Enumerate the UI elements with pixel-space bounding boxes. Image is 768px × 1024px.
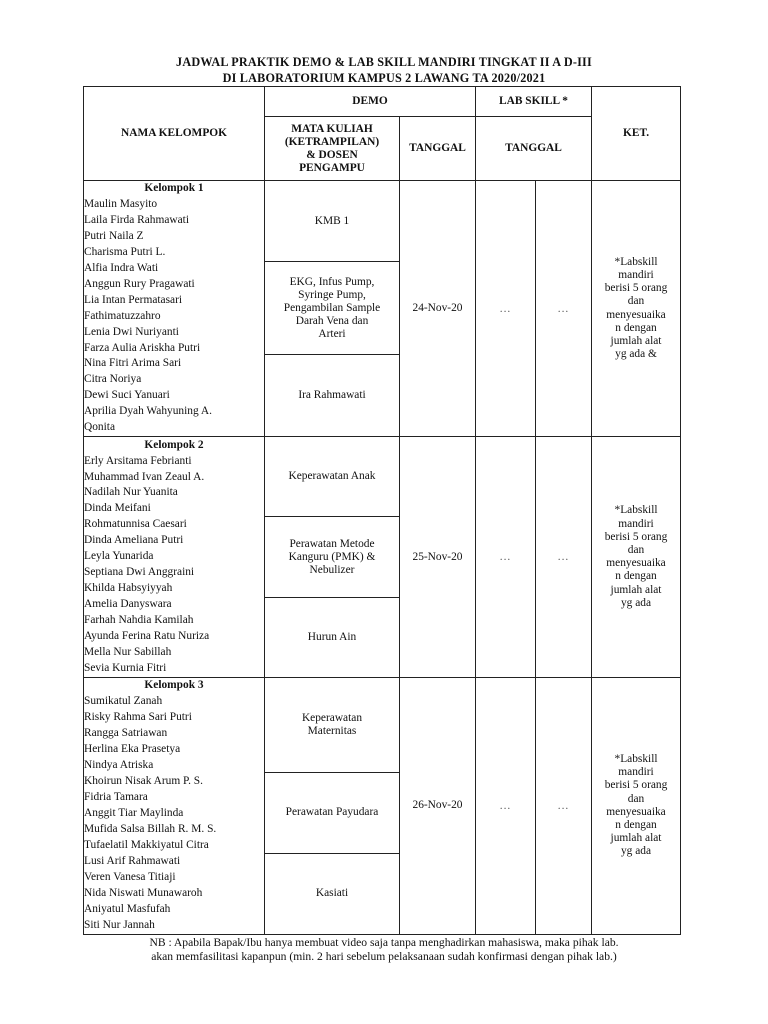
header-mata-kuliah-line: & DOSEN xyxy=(306,148,358,161)
header-tanggal-lab: TANGGAL xyxy=(476,117,592,181)
course-line: Darah Vena dan xyxy=(295,314,369,327)
member-name: Aniyatul Masfufah xyxy=(84,902,171,915)
member-name: Khilda Habsyiyyah xyxy=(84,582,173,595)
ket-line: jumlah alat xyxy=(610,583,662,596)
member-name: Septiana Dwi Anggraini xyxy=(84,566,195,579)
member-name: Anggun Rury Pragawati xyxy=(84,277,195,290)
member-name: Khoirun Nisak Arum P. S. xyxy=(84,774,203,787)
ket-line: mandiri xyxy=(618,269,654,282)
groups-body xyxy=(84,181,681,935)
ket-line: yg ada & xyxy=(615,348,657,361)
member-name: Rangga Satriawan xyxy=(84,727,168,740)
member-name: Laila Firda Rahmawati xyxy=(84,213,190,226)
course-line: EKG, Infus Pump, xyxy=(289,275,375,288)
header-mata-kuliah-line: PENGAMPU xyxy=(299,161,365,174)
member-name: Erly Arsitama Febrianti xyxy=(84,454,192,467)
member-name: Siti Nur Jannah xyxy=(84,918,155,931)
member-name: Anggit Tiar Maylinda xyxy=(84,806,184,819)
group-name: Kelompok 1 xyxy=(144,182,204,194)
course-line: Maternitas xyxy=(307,724,357,737)
member-name: Mufida Salsa Billah R. M. S. xyxy=(84,822,217,835)
member-name: Risky Rahma Sari Putri xyxy=(84,711,192,724)
course-line: Nebulizer xyxy=(309,563,355,576)
course-line: Keperawatan Anak xyxy=(288,470,376,483)
group-name: Kelompok 3 xyxy=(144,679,204,692)
member-name: Dinda Ameliana Putri xyxy=(84,534,184,547)
course-line: Perawatan Payudara xyxy=(285,806,379,819)
group-row xyxy=(84,181,681,262)
member-name: Charisma Putri L. xyxy=(84,245,166,258)
lab-date-cell: ... xyxy=(476,437,536,678)
member-name: Aprilia Dyah Wahyuning A. xyxy=(84,405,212,418)
document-title-line-1: JADWAL PRAKTIK DEMO & LAB SKILL MANDIRI TINGKAT II A D-III xyxy=(176,55,592,69)
ket-line: berisi 5 orang xyxy=(604,779,668,792)
member-name: Nina Fitri Arima Sari xyxy=(84,357,182,370)
member-name: Mella Nur Sabillah xyxy=(84,645,172,658)
member-name: Muhammad Ivan Zeaul A. xyxy=(84,470,205,483)
ket-line: mandiri xyxy=(618,766,654,779)
ket-line: menyesuaika xyxy=(606,805,666,818)
member-name: Herlina Eka Prasetya xyxy=(84,743,181,756)
member-name: Veren Vanesa Titiaji xyxy=(84,870,176,883)
member-name: Nindya Atriska xyxy=(84,759,154,772)
member-name: Fathimatuzzahro xyxy=(84,309,161,322)
ket-line: berisi 5 orang xyxy=(604,530,668,543)
member-name: Sevia Kurnia Fitri xyxy=(84,661,167,674)
demo-date: 24-Nov-20 xyxy=(400,181,476,437)
lab-date-cell: ... xyxy=(536,678,592,934)
course-line: Arteri xyxy=(318,327,346,340)
course-line: Kanguru (PMK) & xyxy=(288,550,376,563)
ket-line: *Labskill xyxy=(614,753,658,766)
course-cell xyxy=(265,854,400,934)
member-name: Leyla Yunarida xyxy=(84,550,154,563)
group-members-cell xyxy=(84,437,265,678)
demo-date: 26-Nov-20 xyxy=(400,678,476,934)
course-cell xyxy=(265,772,400,853)
note-line-2: akan memfasilitasi kapanpun (min. 2 hari sebelum pelaksanaan sudah konfirmasi dengan pihak lab.) xyxy=(151,950,617,963)
member-name: Dewi Suci Yanuari xyxy=(84,389,170,402)
course-cell xyxy=(265,355,400,437)
course-line: Perawatan Metode xyxy=(289,537,375,550)
ket-line: mandiri xyxy=(618,517,654,530)
member-name: Qonita xyxy=(84,421,116,434)
member-name: Ayunda Ferina Ratu Nuriza xyxy=(84,630,210,643)
course-line: Keperawatan xyxy=(301,711,363,724)
group-row xyxy=(84,678,681,772)
course-line: Pengambilan Sample xyxy=(283,301,381,314)
demo-date: 25-Nov-20 xyxy=(400,437,476,678)
course-line: KMB 1 xyxy=(314,214,350,227)
ket-line: n dengan xyxy=(615,570,657,583)
group-members-cell xyxy=(84,181,265,437)
member-name: Maulin Masyito xyxy=(84,197,158,210)
member-name: Farhah Nahdia Kamilah xyxy=(84,614,194,627)
ket-line: jumlah alat xyxy=(610,832,662,845)
header-mata-kuliah xyxy=(265,117,400,181)
lab-date-cell: ... xyxy=(476,678,536,934)
ket-line: dan xyxy=(627,792,645,805)
member-name: Alfia Indra Wati xyxy=(84,261,159,274)
member-name: Nida Niswati Munawaroh xyxy=(84,886,203,899)
member-name: Lusi Arif Rahmawati xyxy=(84,854,181,867)
course-cell xyxy=(265,678,400,772)
group-name: Kelompok 2 xyxy=(144,438,204,451)
course-cell xyxy=(265,181,400,262)
ket-line: jumlah alat xyxy=(610,335,662,348)
header-lab-skill: LAB SKILL * xyxy=(476,87,592,117)
course-cell xyxy=(265,517,400,598)
ket-line: n dengan xyxy=(615,819,657,832)
member-name: Putri Naila Z xyxy=(84,229,144,242)
lab-date-cell: ... xyxy=(536,181,592,437)
member-name: Farza Aulia Ariskha Putri xyxy=(84,341,201,354)
course-cell xyxy=(265,437,400,517)
header-mata-kuliah-line: (KETRAMPILAN) xyxy=(284,135,380,148)
member-name: Lenia Dwi Nuriyanti xyxy=(84,325,179,338)
header-nama-kelompok: NAMA KELOMPOK xyxy=(84,87,265,181)
group-members-cell xyxy=(84,678,265,934)
ket-line: yg ada xyxy=(620,845,652,858)
ket-cell xyxy=(592,181,681,437)
schedule-table xyxy=(83,86,681,935)
note-line-1: NB : Apabila Bapak/Ibu hanya membuat video saja tanpa menghadirkan mahasiswa, maka pihak lab. xyxy=(149,936,619,949)
ket-line: menyesuaika xyxy=(606,308,666,321)
member-name: Sumikatul Zanah xyxy=(84,695,163,708)
course-cell xyxy=(265,262,400,355)
ket-line: yg ada xyxy=(620,596,652,609)
ket-cell xyxy=(592,437,681,678)
member-name: Lia Intan Permatasari xyxy=(84,293,183,306)
header-demo: DEMO xyxy=(265,87,476,117)
course-line: Syringe Pump, xyxy=(298,288,366,301)
member-name: Dinda Meifani xyxy=(84,502,151,515)
member-name: Rohmatunnisa Caesari xyxy=(84,518,187,531)
member-name: Fidria Tamara xyxy=(84,790,148,803)
course-line: Kasiati xyxy=(315,887,349,900)
member-name: Citra Noriya xyxy=(84,373,142,386)
header-tanggal-demo: TANGGAL xyxy=(400,117,476,181)
ket-line: *Labskill xyxy=(614,504,658,517)
ket-line: *Labskill xyxy=(614,255,658,268)
course-line: Hurun Ain xyxy=(307,631,357,644)
document-title-line-2: DI LABORATORIUM KAMPUS 2 LAWANG TA 2020/2021 xyxy=(222,71,546,85)
ket-line: berisi 5 orang xyxy=(604,282,668,295)
ket-cell xyxy=(592,678,681,934)
lab-date-cell: ... xyxy=(476,181,536,437)
ket-line: dan xyxy=(627,544,645,557)
ket-line: dan xyxy=(627,295,645,308)
ket-line: n dengan xyxy=(615,321,657,334)
header-mata-kuliah-line: MATA KULIAH xyxy=(291,122,373,135)
ket-line: menyesuaika xyxy=(606,557,666,570)
member-name: Amelia Danyswara xyxy=(84,598,172,611)
member-name: Tufaelatil Makkiyatul Citra xyxy=(84,838,209,851)
course-line: Ira Rahmawati xyxy=(298,389,366,402)
course-cell xyxy=(265,598,400,678)
lab-date-cell: ... xyxy=(536,437,592,678)
member-name: Nadilah Nur Yuanita xyxy=(84,486,178,499)
group-row xyxy=(84,437,681,517)
header-ket: KET. xyxy=(592,87,681,181)
